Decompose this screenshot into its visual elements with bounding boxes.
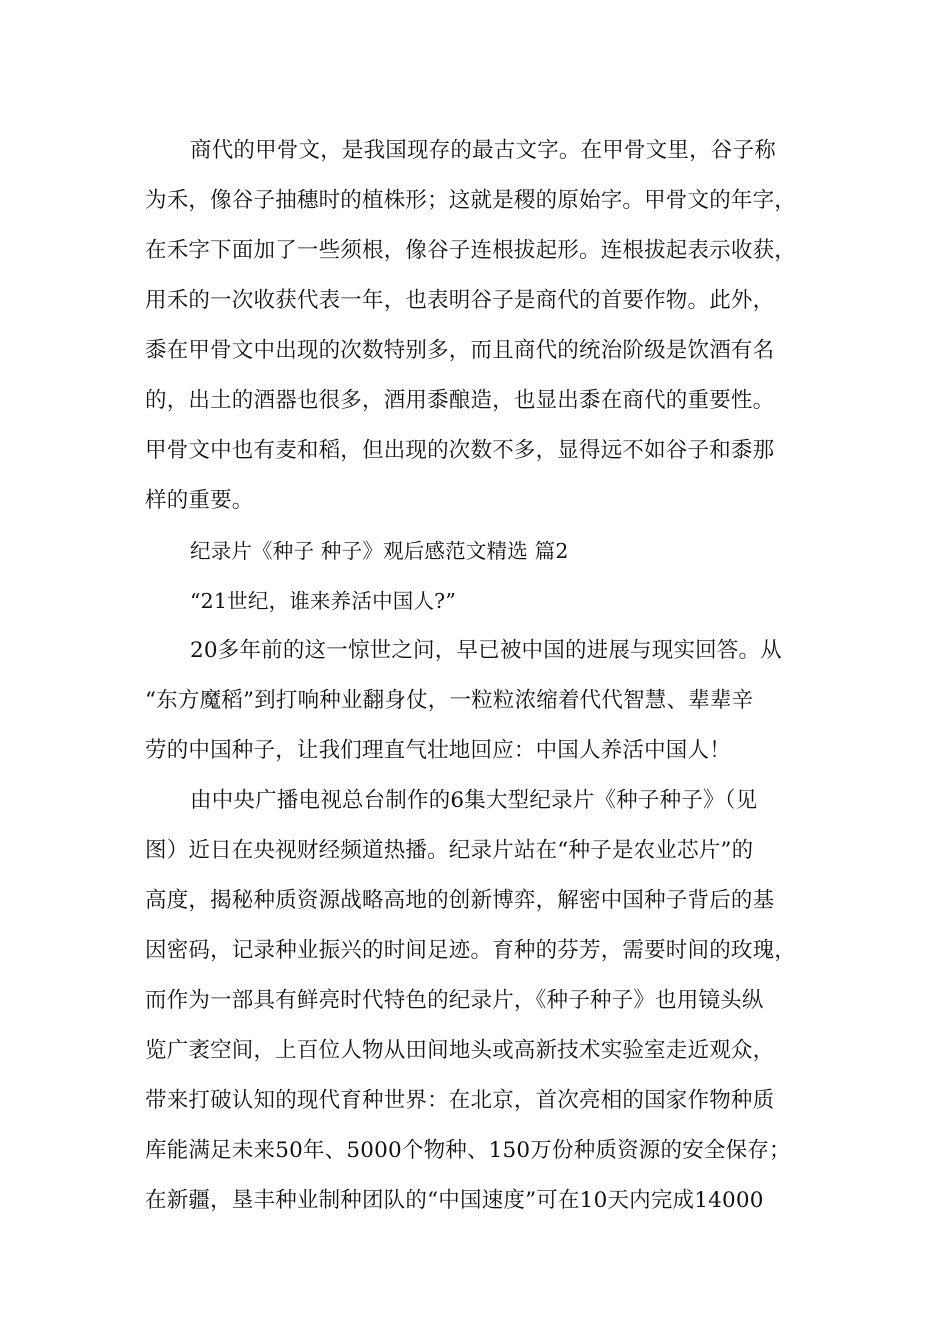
paragraph-1-line-5: 黍在甲骨文中出现的次数特别多，而且商代的统治阶级是饮酒有名	[145, 338, 775, 363]
paragraph-3-line-7: 带来打破认知的现代育种世界：在北京，首次亮相的国家作物种质	[145, 1088, 775, 1113]
paragraph-1-line-8: 样的重要。	[145, 488, 254, 513]
quote-line: “21世纪，谁来养活中国人?”	[190, 589, 457, 613]
paragraph-1-line-1: 商代的甲骨文，是我国现存的最古文字。在甲骨文里，谷子称	[190, 138, 776, 163]
paragraph-3-line-5: 而作为一部具有鲜亮时代特色的纪录片，《种子种子》也用镜头纵	[145, 988, 764, 1013]
paragraph-3-line-9: 在新疆，垦丰种业制种团队的“中国速度”可在10天内完成14000	[145, 1188, 764, 1213]
paragraph-3-line-3: 高度，揭秘种质资源战略高地的创新博弈，解密中国种子背后的基	[145, 888, 775, 913]
paragraph-1-line-6: 的，出土的酒器也很多，酒用黍酿造，也显出黍在商代的重要性。	[145, 388, 775, 413]
paragraph-1-line-7: 甲骨文中也有麦和稻，但出现的次数不多，显得远不如谷子和黍那	[145, 438, 775, 463]
paragraph-3-line-1: 由中央广播电视总台制作的6集大型纪录片《种子种子》（见	[190, 788, 758, 813]
paragraph-1-line-4: 用禾的一次收获代表一年，也表明谷子是商代的首要作物。此外，	[145, 288, 775, 313]
paragraph-2-line-3: 劳的中国种子，让我们理直气壮地回应：中国人养活中国人！	[145, 738, 731, 763]
paragraph-3-line-2: 图）近日在央视财经频道热播。纪录片站在“种子是农业芯片”的	[145, 838, 754, 863]
paragraph-1-line-3: 在禾字下面加了一些须根，像谷子连根拔起形。连根拔起表示收获，	[145, 238, 797, 263]
paragraph-3-line-4: 因密码，记录种业振兴的时间足迹。育种的芬芳，需要时间的玫瑰，	[145, 938, 797, 963]
paragraph-3-line-8: 库能满足未来50年、5000个物种、150万份种质资源的安全保存；	[145, 1138, 791, 1163]
paragraph-1-line-2: 为禾，像谷子抽穗时的植株形；这就是稷的原始字。甲骨文的年字，	[145, 188, 797, 213]
paragraph-3-line-6: 览广袤空间，上百位人物从田间地头或高新技术实验室走近观众，	[145, 1038, 775, 1063]
paragraph-2-line-2: “东方魔稻”到打响种业翻身仗，一粒粒浓缩着代代智慧、辈辈辛	[145, 688, 754, 713]
paragraph-2-line-1: 20多年前的这一惊世之问，早已被中国的进展与现实回答。从	[190, 638, 782, 663]
section-heading: 纪录片《种子 种子》观后感范文精选 篇2	[190, 539, 569, 563]
